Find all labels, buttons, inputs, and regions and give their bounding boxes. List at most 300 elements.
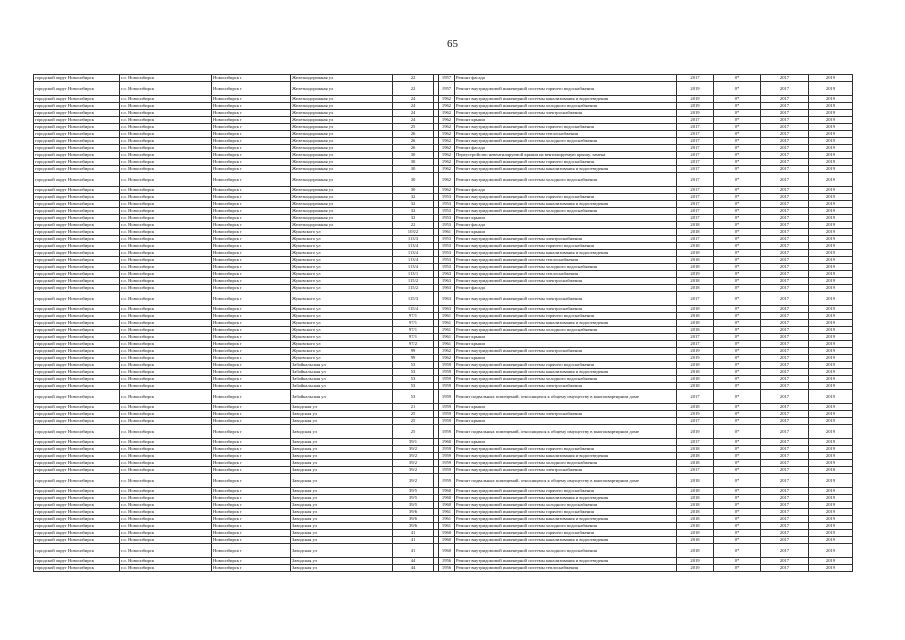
work-type-cell: Ремонт внутридомовой инженерной системы электроснабжения <box>455 292 677 306</box>
planned-year-cell: 2017 <box>677 124 714 131</box>
period-end-cell: 2019 <box>809 355 853 362</box>
period-start-cell: 2017 <box>761 348 809 355</box>
table-row <box>34 418 853 425</box>
planned-year-cell: 2018 <box>677 530 714 537</box>
locality-cell: Новосибирск г <box>212 201 291 208</box>
period-start-cell: 2017 <box>761 215 809 222</box>
work-type-cell: Ремонт внутридомовой инженерной системы электроснабжения <box>455 110 677 117</box>
period-end-cell: 2019 <box>809 215 853 222</box>
municipality-cell: городской округ Новосибирск <box>34 194 120 201</box>
note-cell: 0* <box>714 383 761 390</box>
period-start-cell: 2017 <box>761 250 809 257</box>
build-year-cell: 1962 <box>439 152 455 159</box>
house-number-cell: 32 <box>393 194 434 201</box>
house-number-cell: 41 <box>393 544 434 558</box>
build-year-cell: 1961 <box>439 509 455 516</box>
planned-year-cell: 2018 <box>677 362 714 369</box>
house-number-cell: 39/2 <box>393 460 434 467</box>
build-year-cell: 1957 <box>439 75 455 82</box>
planned-year-cell: 2019 <box>677 271 714 278</box>
build-year-cell: 1959 <box>439 453 455 460</box>
build-year-cell: 1963 <box>439 306 455 313</box>
build-year-cell: 1960 <box>439 544 455 558</box>
period-start-cell: 2017 <box>761 306 809 313</box>
municipality-cell: городской округ Новосибирск <box>34 474 120 488</box>
period-start-cell: 2017 <box>761 439 809 446</box>
table-row <box>34 474 853 488</box>
note-cell: 0* <box>714 418 761 425</box>
street-cell: Железнодорожная ул <box>291 103 393 110</box>
locality-cell: Новосибирск г <box>212 257 291 264</box>
work-type-cell: Переустройство невентилируемой крыши на вентилируемую крышу, замена <box>455 152 677 159</box>
note-cell: 0* <box>714 222 761 229</box>
period-start-cell: 2017 <box>761 411 809 418</box>
locality-cell: Новосибирск г <box>212 152 291 159</box>
work-type-cell: Ремонт крыши <box>455 439 677 446</box>
municipality-cell: городской округ Новосибирск <box>34 264 120 271</box>
work-type-cell: Ремонт крыши <box>455 117 677 124</box>
house-number-cell: 22 <box>393 82 434 96</box>
street-cell: Железнодорожная ул <box>291 159 393 166</box>
work-type-cell: Ремонт внутридомовой инженерной системы канализования и водоотведения <box>455 320 677 327</box>
street-cell: Заводская ул <box>291 474 393 488</box>
municipality-cell: городской округ Новосибирск <box>34 82 120 96</box>
period-end-cell: 2019 <box>809 187 853 194</box>
table-row <box>34 250 853 257</box>
build-year-cell: 1959 <box>439 390 455 404</box>
planned-year-cell: 2019 <box>677 411 714 418</box>
note-cell: 0* <box>714 166 761 173</box>
house-number-cell: 32 <box>393 201 434 208</box>
municipality-cell: городской округ Новосибирск <box>34 509 120 516</box>
build-year-cell: 1961 <box>439 523 455 530</box>
build-year-cell: 1956 <box>439 558 455 565</box>
locality-cell: Новосибирск г <box>212 243 291 250</box>
locality-cell: Новосибирск г <box>212 474 291 488</box>
period-end-cell: 2019 <box>809 250 853 257</box>
table-row <box>34 208 853 215</box>
period-start-cell: 2017 <box>761 460 809 467</box>
period-start-cell: 2017 <box>761 369 809 376</box>
period-end-cell: 2019 <box>809 509 853 516</box>
house-number-cell: 53 <box>393 383 434 390</box>
build-year-cell: 1960 <box>439 495 455 502</box>
street-cell: Заводская ул <box>291 509 393 516</box>
period-start-cell: 2017 <box>761 565 809 572</box>
settlement-cell: г.о. Новосибирск <box>120 439 212 446</box>
period-end-cell: 2019 <box>809 306 853 313</box>
period-end-cell: 2019 <box>809 103 853 110</box>
settlement-cell: г.о. Новосибирск <box>120 215 212 222</box>
table-row <box>34 222 853 229</box>
planned-year-cell: 2018 <box>677 474 714 488</box>
period-end-cell: 2019 <box>809 411 853 418</box>
locality-cell: Новосибирск г <box>212 82 291 96</box>
municipality-cell: городской округ Новосибирск <box>34 355 120 362</box>
settlement-cell: г.о. Новосибирск <box>120 537 212 544</box>
table-row <box>34 313 853 320</box>
period-end-cell: 2019 <box>809 138 853 145</box>
municipality-cell: городской округ Новосибирск <box>34 250 120 257</box>
work-type-cell: Ремонт фасада <box>455 145 677 152</box>
planned-year-cell: 2018 <box>677 285 714 292</box>
planned-year-cell: 2018 <box>677 327 714 334</box>
settlement-cell: г.о. Новосибирск <box>120 166 212 173</box>
planned-year-cell: 2018 <box>677 446 714 453</box>
build-year-cell: 1953 <box>439 201 455 208</box>
work-type-cell: Ремонт фасада <box>455 222 677 229</box>
house-number-cell: 103/2 <box>393 229 434 236</box>
settlement-cell: г.о. Новосибирск <box>120 411 212 418</box>
work-type-cell: Ремонт внутридомовой инженерной системы горячего водоснабжения <box>455 509 677 516</box>
work-type-cell: Ремонт внутридомовой инженерной системы канализования и водоотведения <box>455 495 677 502</box>
period-start-cell: 2017 <box>761 257 809 264</box>
settlement-cell: г.о. Новосибирск <box>120 257 212 264</box>
period-end-cell: 2019 <box>809 495 853 502</box>
street-cell: Железнодорожная ул <box>291 187 393 194</box>
planned-year-cell: 2017 <box>677 334 714 341</box>
planned-year-cell: 2018 <box>677 313 714 320</box>
period-start-cell: 2017 <box>761 404 809 411</box>
period-start-cell: 2017 <box>761 201 809 208</box>
planned-year-cell: 2017 <box>677 467 714 474</box>
settlement-cell: г.о. Новосибирск <box>120 383 212 390</box>
period-end-cell: 2019 <box>809 243 853 250</box>
street-cell: Жуковского ул <box>291 355 393 362</box>
build-year-cell: 1957 <box>439 82 455 96</box>
municipality-cell: городской округ Новосибирск <box>34 376 120 383</box>
settlement-cell: г.о. Новосибирск <box>120 474 212 488</box>
period-start-cell: 2017 <box>761 383 809 390</box>
locality-cell: Новосибирск г <box>212 488 291 495</box>
planned-year-cell: 2018 <box>677 278 714 285</box>
street-cell: Железнодорожная ул <box>291 173 393 187</box>
table-row <box>34 411 853 418</box>
table-row <box>34 327 853 334</box>
settlement-cell: г.о. Новосибирск <box>120 152 212 159</box>
settlement-cell: г.о. Новосибирск <box>120 292 212 306</box>
build-year-cell: 1960 <box>439 530 455 537</box>
settlement-cell: г.о. Новосибирск <box>120 355 212 362</box>
period-start-cell: 2017 <box>761 453 809 460</box>
work-type-cell: Ремонт внутридомовой инженерной системы холодного водоснабжения <box>455 103 677 110</box>
settlement-cell: г.о. Новосибирск <box>120 467 212 474</box>
build-year-cell: 1962 <box>439 187 455 194</box>
period-end-cell: 2019 <box>809 82 853 96</box>
house-number-cell: 97/1 <box>393 313 434 320</box>
period-end-cell: 2019 <box>809 418 853 425</box>
work-type-cell: Ремонт внутридомовой инженерной системы электроснабжения <box>455 236 677 243</box>
work-type-cell: Ремонт внутридомовой инженерной системы холодного водоснабжения <box>455 138 677 145</box>
period-end-cell: 2019 <box>809 383 853 390</box>
street-cell: Жуковского ул <box>291 306 393 313</box>
settlement-cell: г.о. Новосибирск <box>120 544 212 558</box>
planned-year-cell: 2017 <box>677 131 714 138</box>
note-cell: 0* <box>714 390 761 404</box>
settlement-cell: г.о. Новосибирск <box>120 159 212 166</box>
planned-year-cell: 2019 <box>677 110 714 117</box>
planned-year-cell: 2017 <box>677 439 714 446</box>
municipality-cell: городской округ Новосибирск <box>34 390 120 404</box>
settlement-cell: г.о. Новосибирск <box>120 124 212 131</box>
work-type-cell: Ремонт внутридомовой инженерной системы горячего водоснабжения <box>455 362 677 369</box>
settlement-cell: г.о. Новосибирск <box>120 110 212 117</box>
work-type-cell: Ремонт внутридомовой инженерной системы теплоснабжения <box>455 271 677 278</box>
table-row <box>34 460 853 467</box>
planned-year-cell: 2017 <box>677 166 714 173</box>
build-year-cell: 1960 <box>439 439 455 446</box>
locality-cell: Новосибирск г <box>212 236 291 243</box>
street-cell: Железнодорожная ул <box>291 208 393 215</box>
build-year-cell: 1959 <box>439 418 455 425</box>
period-end-cell: 2019 <box>809 376 853 383</box>
work-type-cell: Ремонт фасада <box>455 285 677 292</box>
build-year-cell: 1961 <box>439 516 455 523</box>
work-type-cell: Ремонт внутридомовой инженерной системы холодного водоснабжения <box>455 460 677 467</box>
note-cell: 0* <box>714 313 761 320</box>
planned-year-cell: 2017 <box>677 390 714 404</box>
planned-year-cell: 2017 <box>677 152 714 159</box>
house-number-cell: 30 <box>393 152 434 159</box>
municipality-cell: городской округ Новосибирск <box>34 285 120 292</box>
note-cell: 0* <box>714 502 761 509</box>
table-row <box>34 271 853 278</box>
period-end-cell: 2018 <box>809 467 853 474</box>
period-start-cell: 2017 <box>761 285 809 292</box>
table-row <box>34 537 853 544</box>
table-row <box>34 187 853 194</box>
street-cell: Жуковского ул <box>291 334 393 341</box>
settlement-cell: г.о. Новосибирск <box>120 362 212 369</box>
period-start-cell: 2017 <box>761 187 809 194</box>
street-cell: Заводская ул <box>291 502 393 509</box>
note-cell: 0* <box>714 404 761 411</box>
note-cell: 0* <box>714 96 761 103</box>
build-year-cell: 1953 <box>439 236 455 243</box>
period-start-cell: 2017 <box>761 537 809 544</box>
house-number-cell: 39/2 <box>393 474 434 488</box>
settlement-cell: г.о. Новосибирск <box>120 369 212 376</box>
period-end-cell: 2019 <box>809 257 853 264</box>
note-cell: 0* <box>714 257 761 264</box>
table-row <box>34 257 853 264</box>
house-number-cell: 25 <box>393 411 434 418</box>
table-row <box>34 75 853 82</box>
municipality-cell: городской округ Новосибирск <box>34 544 120 558</box>
settlement-cell: г.о. Новосибирск <box>120 495 212 502</box>
period-start-cell: 2017 <box>761 446 809 453</box>
street-cell: Заводская ул <box>291 453 393 460</box>
note-cell: 0* <box>714 208 761 215</box>
work-type-cell: Ремонт внутридомовой инженерной системы горячего водоснабжения <box>455 124 677 131</box>
table-row <box>34 229 853 236</box>
planned-year-cell: 2018 <box>677 488 714 495</box>
work-type-cell: Ремонт крыши <box>455 355 677 362</box>
settlement-cell: г.о. Новосибирск <box>120 404 212 411</box>
street-cell: Железнодорожная ул <box>291 117 393 124</box>
build-year-cell: 1961 <box>439 327 455 334</box>
period-start-cell: 2017 <box>761 544 809 558</box>
street-cell: Жуковского ул <box>291 285 393 292</box>
planned-year-cell: 2018 <box>677 250 714 257</box>
period-end-cell: 2019 <box>809 222 853 229</box>
settlement-cell: г.о. Новосибирск <box>120 509 212 516</box>
locality-cell: Новосибирск г <box>212 537 291 544</box>
house-number-cell: 99 <box>393 355 434 362</box>
planned-year-cell: 2017 <box>677 292 714 306</box>
street-cell: Железнодорожная ул <box>291 131 393 138</box>
locality-cell: Новосибирск г <box>212 411 291 418</box>
note-cell: 0* <box>714 159 761 166</box>
municipality-cell: городской округ Новосибирск <box>34 348 120 355</box>
settlement-cell: г.о. Новосибирск <box>120 320 212 327</box>
build-year-cell: 1963 <box>439 285 455 292</box>
street-cell: Жуковского ул <box>291 348 393 355</box>
street-cell: Жуковского ул <box>291 320 393 327</box>
work-type-cell: Ремонт крыши <box>455 334 677 341</box>
municipality-cell: городской округ Новосибирск <box>34 488 120 495</box>
locality-cell: Новосибирск г <box>212 334 291 341</box>
planned-year-cell: 2017 <box>677 208 714 215</box>
period-start-cell: 2017 <box>761 131 809 138</box>
street-cell: Забайкальская ул <box>291 383 393 390</box>
house-number-cell: 39/2 <box>393 453 434 460</box>
house-number-cell: 53 <box>393 369 434 376</box>
street-cell: Железнодорожная ул <box>291 201 393 208</box>
settlement-cell: г.о. Новосибирск <box>120 306 212 313</box>
build-year-cell: 1962 <box>439 117 455 124</box>
settlement-cell: г.о. Новосибирск <box>120 82 212 96</box>
municipality-cell: городской округ Новосибирск <box>34 187 120 194</box>
locality-cell: Новосибирск г <box>212 516 291 523</box>
house-number-cell: 53 <box>393 390 434 404</box>
house-number-cell: 97/1 <box>393 334 434 341</box>
work-type-cell: Ремонт внутридомовой инженерной системы электроснабжения <box>455 306 677 313</box>
work-type-cell: Ремонт внутридомовой инженерной системы канализования и водоотведения <box>455 453 677 460</box>
table-row <box>34 215 853 222</box>
note-cell: 0* <box>714 348 761 355</box>
period-start-cell: 2017 <box>761 425 809 439</box>
note-cell: 0* <box>714 271 761 278</box>
municipality-cell: городской округ Новосибирск <box>34 257 120 264</box>
work-type-cell: Ремонт внутридомовой инженерной системы холодного водоснабжения <box>455 523 677 530</box>
period-start-cell: 2017 <box>761 271 809 278</box>
planned-year-cell: 2018 <box>677 306 714 313</box>
house-number-cell: 39/1 <box>393 439 434 446</box>
build-year-cell: 1959 <box>439 411 455 418</box>
period-end-cell: 2019 <box>809 488 853 495</box>
street-cell: Жуковского ул <box>291 313 393 320</box>
build-year-cell: 1956 <box>439 565 455 572</box>
period-start-cell: 2017 <box>761 236 809 243</box>
municipality-cell: городской округ Новосибирск <box>34 131 120 138</box>
period-end-cell: 2019 <box>809 439 853 446</box>
street-cell: Забайкальская ул <box>291 390 393 404</box>
house-number-cell: 113/4 <box>393 257 434 264</box>
locality-cell: Новосибирск г <box>212 278 291 285</box>
locality-cell: Новосибирск г <box>212 495 291 502</box>
street-cell: Жуковского ул <box>291 264 393 271</box>
note-cell: 0* <box>714 103 761 110</box>
build-year-cell: 1962 <box>439 159 455 166</box>
period-start-cell: 2017 <box>761 208 809 215</box>
note-cell: 0* <box>714 453 761 460</box>
settlement-cell: г.о. Новосибирск <box>120 194 212 201</box>
work-type-cell: Ремонт внутридомовой инженерной системы канализования и водоотведения <box>455 96 677 103</box>
locality-cell: Новосибирск г <box>212 208 291 215</box>
municipality-cell: городской округ Новосибирск <box>34 516 120 523</box>
street-cell: Железнодорожная ул <box>291 152 393 159</box>
planned-year-cell: 2019 <box>677 565 714 572</box>
municipality-cell: городской округ Новосибирск <box>34 341 120 348</box>
work-type-cell: Ремонт внутридомовой инженерной системы канализования и водоотведения <box>455 166 677 173</box>
work-type-cell: Ремонт внутридомовой инженерной системы горячего водоснабжения <box>455 243 677 250</box>
table-row <box>34 166 853 173</box>
period-end-cell: 2019 <box>809 523 853 530</box>
street-cell: Заводская ул <box>291 411 393 418</box>
table-row <box>34 236 853 243</box>
table-row <box>34 369 853 376</box>
planned-year-cell: 2018 <box>677 495 714 502</box>
work-type-cell: Ремонт крыши <box>455 341 677 348</box>
house-number-cell: 30 <box>393 173 434 187</box>
note-cell: 0* <box>714 537 761 544</box>
build-year-cell: 1961 <box>439 313 455 320</box>
house-number-cell: 30 <box>393 159 434 166</box>
build-year-cell: 1961 <box>439 334 455 341</box>
street-cell: Жуковского ул <box>291 250 393 257</box>
street-cell: Жуковского ул <box>291 236 393 243</box>
settlement-cell: г.о. Новосибирск <box>120 229 212 236</box>
work-type-cell: Ремонт крыши <box>455 229 677 236</box>
locality-cell: Новосибирск г <box>212 341 291 348</box>
municipality-cell: городской округ Новосибирск <box>34 215 120 222</box>
planned-year-cell: 2017 <box>677 138 714 145</box>
note-cell: 0* <box>714 82 761 96</box>
locality-cell: Новосибирск г <box>212 229 291 236</box>
build-year-cell: 1962 <box>439 348 455 355</box>
period-end-cell: 2019 <box>809 369 853 376</box>
locality-cell: Новосибирск г <box>212 215 291 222</box>
locality-cell: Новосибирск г <box>212 250 291 257</box>
street-cell: Жуковского ул <box>291 327 393 334</box>
period-end-cell: 2019 <box>809 313 853 320</box>
house-number-cell: 97/1 <box>393 327 434 334</box>
locality-cell: Новосибирск г <box>212 145 291 152</box>
table-row <box>34 355 853 362</box>
period-start-cell: 2017 <box>761 103 809 110</box>
municipality-cell: городской округ Новосибирск <box>34 103 120 110</box>
house-number-cell: 115/3 <box>393 292 434 306</box>
work-type-cell: Ремонт внутридомовой инженерной системы электроснабжения <box>455 278 677 285</box>
build-year-cell: 1962 <box>439 138 455 145</box>
municipality-cell: городской округ Новосибирск <box>34 453 120 460</box>
municipality-cell: городской округ Новосибирск <box>34 243 120 250</box>
locality-cell: Новосибирск г <box>212 194 291 201</box>
period-start-cell: 2017 <box>761 334 809 341</box>
locality-cell: Новосибирск г <box>212 467 291 474</box>
street-cell: Жуковского ул <box>291 341 393 348</box>
work-type-cell: Ремонт крыши <box>455 404 677 411</box>
settlement-cell: г.о. Новосибирск <box>120 250 212 257</box>
street-cell: Жуковского ул <box>291 278 393 285</box>
settlement-cell: г.о. Новосибирск <box>120 516 212 523</box>
locality-cell: Новосибирск г <box>212 425 291 439</box>
street-cell: Жуковского ул <box>291 257 393 264</box>
period-end-cell: 2019 <box>809 201 853 208</box>
period-start-cell: 2017 <box>761 152 809 159</box>
locality-cell: Новосибирск г <box>212 446 291 453</box>
